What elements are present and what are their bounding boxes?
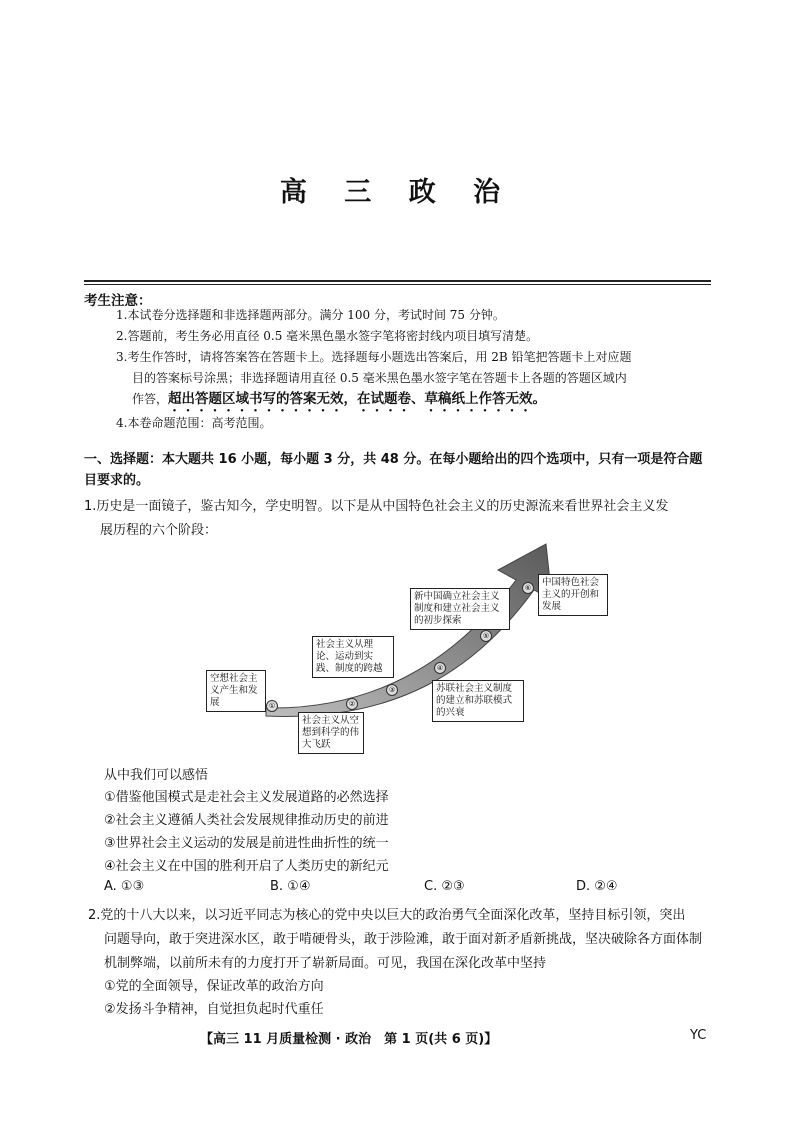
stage-number-6: ⑥: [522, 582, 534, 594]
page-title: 高 三 政 治: [279, 177, 515, 208]
stage-box-4: 苏联社会主义制度的建立和苏联模式的兴衰: [432, 680, 524, 722]
notice-item-1: 1.本试卷分选择题和非选择题两部分。满分 100 分，考试时间 75 分钟。: [116, 308, 505, 322]
divider: [84, 284, 711, 285]
option-d: D. ②④: [576, 879, 618, 894]
question-2-statement-1: ①党的全面领导，保证改革的政治方向: [104, 979, 324, 994]
curved-arrow: [196, 540, 616, 760]
question-2-stem-end: 机制弊端，以前所未有的力度打开了崭新局面。可见，我国在深化改革中坚持: [104, 956, 547, 971]
stage-box-6: 中国特色社会主义的开创和发展: [538, 574, 608, 616]
stage-box-5: 新中国确立社会主义制度和建立社会主义的初步探索: [410, 588, 510, 630]
question-1-stem: 1.历史是一面镜子，鉴古知今，学史明智。以下是从中国特色社会主义的历史源流来看世界社会主义发: [84, 499, 669, 514]
option-a: A. ①③: [104, 879, 145, 894]
statement-1: ①借鉴他国模式是走社会主义发展道路的必然选择: [104, 790, 389, 805]
stage-number-3: ③: [386, 684, 398, 696]
stage-number-5: ⑤: [480, 630, 492, 642]
stage-box-2: 社会主义从空想到科学的伟大飞跃: [298, 712, 364, 754]
history-stages-diagram: [196, 540, 616, 760]
section-heading: 一、选择题：本大题共 16 小题，每小题 3 分，共 48 分。在每小题给出的四个选项中，只有一项是符合题目要求的。: [84, 452, 703, 488]
notice-item-3-end: [132, 389, 546, 415]
option-c: C. ②③: [424, 879, 465, 894]
notice-emphasis: 超出答题区域书写的答案无效，在试题卷、草稿纸上作答无效。: [168, 391, 547, 407]
stage-number-1: ①: [266, 700, 278, 712]
stage-box-1: 空想社会主义产生和发展: [206, 670, 266, 712]
question-2-stem-cont: 问题导向，敢于突进深水区，敢于啃硬骨头，敢于涉险滩，敢于面对新矛盾新挑战，坚决破除各方面体制: [104, 932, 703, 947]
statement-2: ②社会主义遵循人类社会发展规律推动历史的前进: [104, 813, 389, 828]
option-b: B. ①④: [270, 879, 311, 894]
notice-item-4: 4.本卷命题范围：高考范围。: [116, 416, 272, 430]
question-2-statement-2: ②发扬斗争精神，自觉担负起时代重任: [104, 1002, 324, 1017]
stage-box-3: 社会主义从理论、运动到实践、制度的跨越: [312, 636, 394, 678]
notice-item-3: 3.考生作答时，请将答案答在答题卡上。选择题每小题选出答案后，用 2B 铅笔把答题卡上对应题: [116, 350, 632, 364]
notice-item-2: 2.答题前，考生务必用直径 0.5 毫米黑色墨水签字笔将密封线内项目填写清楚。: [116, 329, 539, 343]
paper-code: YC: [690, 1028, 707, 1043]
question-1-stem-cont: 展历程的六个阶段：: [100, 523, 218, 538]
page-footer: 【高三 11 月质量检测 · 政治 第 1 页(共 6 页)】: [200, 1032, 498, 1047]
statement-4: ④社会主义在中国的胜利开启了人类历史的新纪元: [104, 859, 389, 874]
stage-number-4: ④: [434, 662, 446, 674]
divider: [84, 280, 711, 282]
notice-heading: 考生注意：: [84, 293, 152, 309]
statement-3: ③世界社会主义运动的发展是前进性曲折性的统一: [104, 836, 389, 851]
stage-number-2: ②: [346, 698, 358, 710]
question-1-lead: 从中我们可以感悟: [104, 768, 209, 783]
notice-text: 作答，: [132, 392, 169, 406]
question-2-stem: 2.党的十八大以来，以习近平同志为核心的党中央以巨大的政治勇气全面深化改革，坚持目标引领，突出: [88, 908, 686, 923]
notice-item-3-cont: 目的答案标号涂黑；非选择题请用直径 0.5 毫米黑色墨水签字笔在答题卡上各题的答题区域内: [132, 371, 627, 385]
